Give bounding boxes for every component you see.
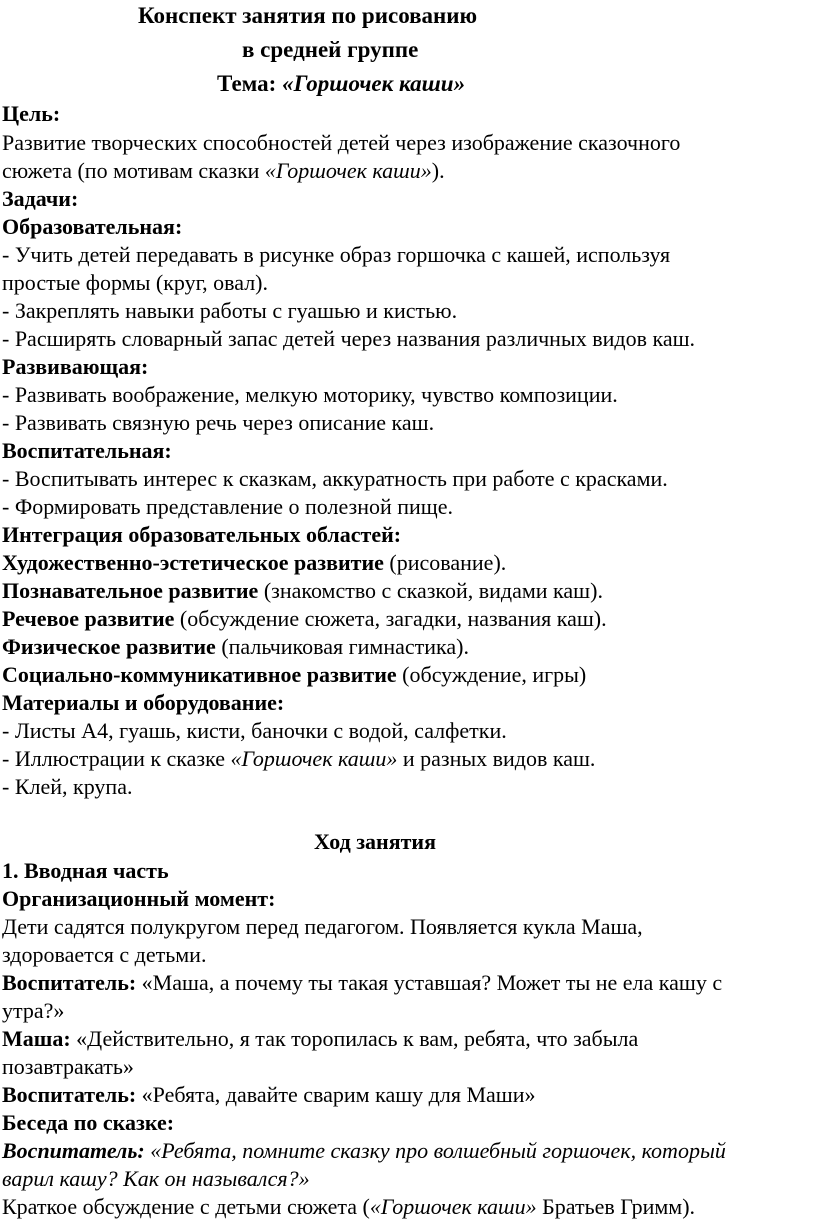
- materials-line-2: [2, 745, 595, 773]
- summary-line: [2, 1193, 695, 1221]
- speaker-teacher: Воспитатель:: [2, 1138, 145, 1163]
- upbringing-heading: Воспитательная:: [2, 438, 172, 463]
- materials-heading: Материалы и оборудование:: [2, 690, 285, 715]
- dialogue-line: [2, 1025, 638, 1053]
- summary-tale: «Горшочек каши»: [369, 1194, 537, 1219]
- materials-tale: «Горшочек каши»: [230, 746, 398, 771]
- integration-area: Социально-коммуникативное развитие: [2, 662, 397, 687]
- speaker-teacher: Воспитатель:: [2, 970, 137, 995]
- dialogue-line: позавтракать»: [2, 1054, 134, 1079]
- materials-line-3: - Клей, крупа.: [2, 774, 133, 799]
- educational-line-4: - Расширять словарный запас детей через названия различных видов каш.: [2, 326, 696, 351]
- doc-title-line-2: в средней группе: [242, 37, 419, 62]
- org-moment-line-2: здоровается с детьми.: [2, 942, 207, 967]
- integration-detail: (знакомство с сказкой, видами каш).: [258, 578, 603, 603]
- goal-text-line-1: Развитие творческих способностей детей через изображение сказочного: [2, 130, 681, 155]
- goal-text-c: ).: [431, 158, 445, 183]
- dialogue-line: [2, 1081, 535, 1109]
- integration-detail: (обсуждение сюжета, загадки, названия каш).: [174, 606, 607, 631]
- tale-talk-heading: Беседа по сказке:: [2, 1110, 175, 1135]
- developing-line-2: - Развивать связную речь через описание каш.: [2, 410, 435, 435]
- org-moment-line-1: Дети садятся полукругом перед педагогом. Появляется кукла Маша,: [2, 914, 643, 939]
- dialogue-text: «Ребята, давайте сварим кашу для Маши»: [136, 1082, 536, 1107]
- educational-line-1: - Учить детей передавать в рисунке образ горшочка с кашей, используя: [2, 242, 671, 267]
- integration-detail: (пальчиковая гимнастика).: [215, 634, 469, 659]
- summary-text-a: Краткое обсуждение с детьми сюжета (: [2, 1194, 370, 1219]
- integration-item: [2, 549, 506, 577]
- educational-line-2: простые формы (круг, овал).: [2, 270, 268, 295]
- dialogue-text: «Маша, а почему ты такая уставшая? Может ты не ела кашу с: [136, 970, 723, 995]
- integration-item: [2, 633, 469, 661]
- doc-title-theme: [217, 70, 465, 98]
- integration-area: Физическое развитие: [2, 634, 216, 659]
- speaker-teacher: Воспитатель:: [2, 1082, 137, 1107]
- integration-item: [2, 661, 586, 689]
- theme-prefix: Тема:: [217, 71, 283, 96]
- goal-text-a: сюжета (по мотивам сказки: [2, 158, 265, 183]
- developing-line-1: - Развивать воображение, мелкую моторику, чувство композиции.: [2, 382, 618, 407]
- integration-item: [2, 605, 607, 633]
- speaker-masha: Маша:: [2, 1026, 71, 1051]
- tasks-heading: Задачи:: [2, 186, 79, 211]
- summary-text-c: Братьев Гримм).: [536, 1194, 696, 1219]
- part1-heading: 1. Вводная часть: [2, 858, 169, 883]
- integration-area: Познавательное развитие: [2, 578, 259, 603]
- educational-heading: Образовательная:: [2, 214, 183, 239]
- developing-heading: Развивающая:: [2, 354, 149, 379]
- dialogue-text: «Действительно, я так торопилась к вам, ребята, что забыла: [70, 1026, 639, 1051]
- upbringing-line-2: - Формировать представление о полезной пище.: [2, 494, 453, 519]
- materials-text-c: и разных видов каш.: [397, 746, 596, 771]
- theme-topic: «Горшочек каши»: [282, 71, 466, 96]
- dialogue-line: утра?»: [2, 998, 65, 1023]
- materials-line-1: - Листы А4, гуашь, кисти, баночки с водой, салфетки.: [2, 718, 507, 743]
- goal-text-line-2: [2, 157, 445, 185]
- goal-heading: Цель:: [2, 101, 61, 126]
- tale-talk-line-1: [2, 1137, 726, 1165]
- integration-detail: (обсуждение, игры): [396, 662, 587, 687]
- integration-item: [2, 577, 603, 605]
- integration-detail: (рисование).: [383, 550, 507, 575]
- lesson-heading: Ход занятия: [314, 829, 437, 854]
- org-moment-heading: Организационный момент:: [2, 886, 276, 911]
- materials-text-a: - Иллюстрации к сказке: [2, 746, 231, 771]
- dialogue-line: [2, 969, 722, 997]
- goal-text-tale: «Горшочек каши»: [264, 158, 432, 183]
- dialogue-text: «Ребята, помните сказку про волшебный горшочек, который: [144, 1138, 726, 1163]
- integration-heading: Интеграция образовательных областей:: [2, 522, 402, 547]
- educational-line-3: - Закреплять навыки работы с гуашью и кистью.: [2, 298, 458, 323]
- doc-title-line-1: Конспект занятия по рисованию: [138, 3, 478, 28]
- tale-talk-line-2: варил кашу? Как он назывался?»: [2, 1166, 310, 1191]
- integration-area: Художественно-эстетическое развитие: [2, 550, 384, 575]
- upbringing-line-1: - Воспитывать интерес к сказкам, аккуратность при работе с красками.: [2, 466, 668, 491]
- integration-area: Речевое развитие: [2, 606, 175, 631]
